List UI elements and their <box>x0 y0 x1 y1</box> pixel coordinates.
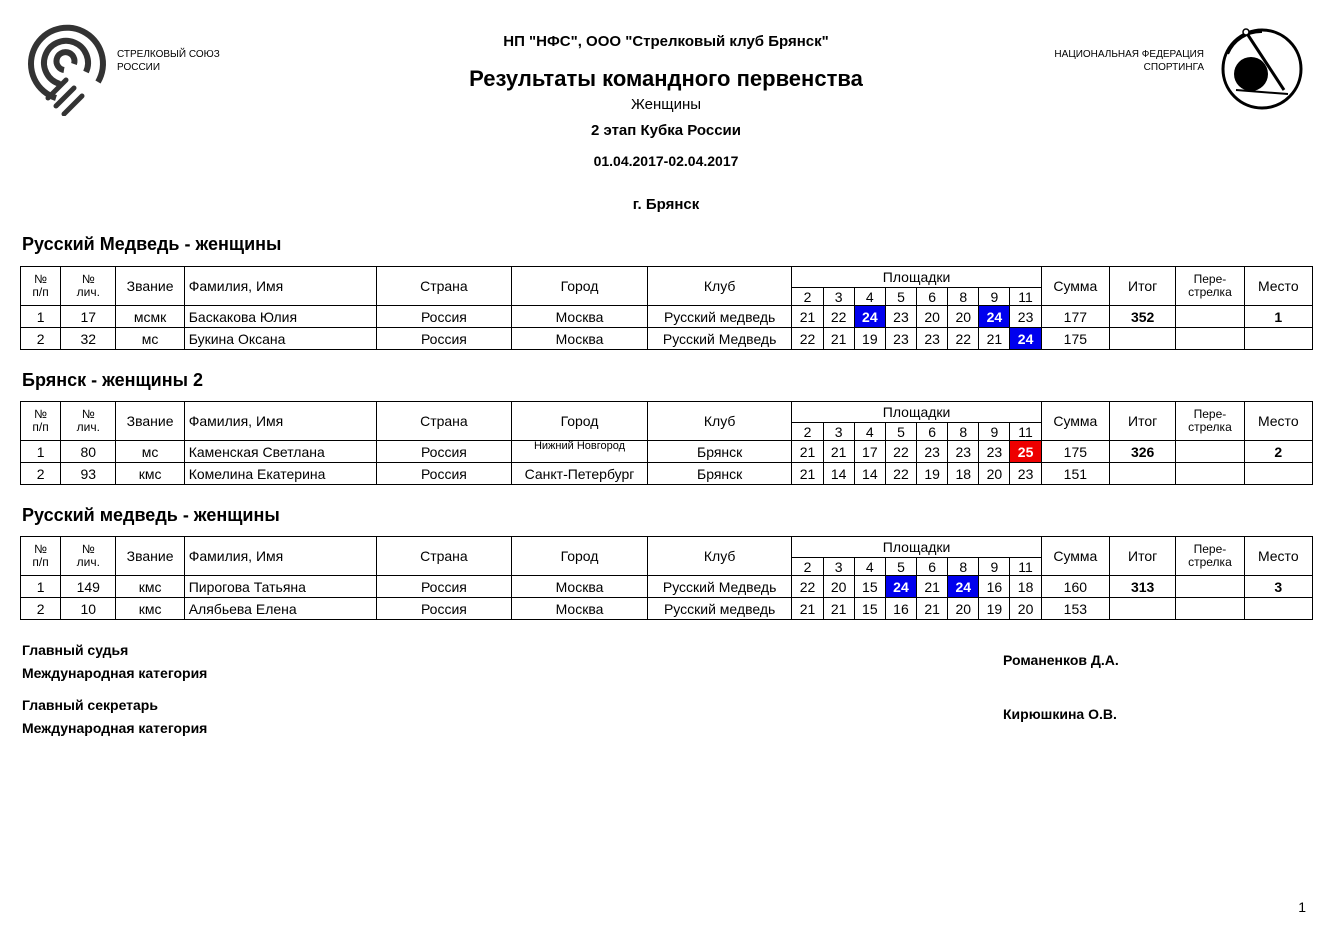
col-country: Страна <box>376 537 512 576</box>
col-lic: № лич. <box>61 402 116 441</box>
left-logo-text: СТРЕЛКОВЫЙ СОЮЗ РОССИИ <box>117 49 220 73</box>
col-num: № п/п <box>21 537 61 576</box>
score-cell: 22 <box>948 328 979 350</box>
score-cell: 22 <box>792 576 823 598</box>
score-cell: 21 <box>917 576 948 598</box>
score-cell: 21 <box>792 306 823 328</box>
col-city: Город <box>512 267 648 306</box>
area-number: 11 <box>1010 558 1041 576</box>
sum-cell: 151 <box>1041 463 1109 485</box>
score-cell: 14 <box>854 463 885 485</box>
col-name: Фамилия, Имя <box>184 402 376 441</box>
area-number: 11 <box>1010 288 1041 306</box>
table-header-row <box>21 267 1313 288</box>
score-cell: 14 <box>823 463 854 485</box>
score-cell: 20 <box>948 306 979 328</box>
area-number: 5 <box>885 423 916 441</box>
col-lic: № лич. <box>61 537 116 576</box>
secretary-category: Международная категория <box>22 720 208 736</box>
score-cell: 22 <box>885 441 916 463</box>
col-areas: Площадки <box>792 537 1041 558</box>
table-row: 1 149 кмс Пирогова Татьяна Россия Москва Русский Медведь 22 20 15 24 21 24 16 18 160 313 3 <box>21 576 1313 598</box>
col-name: Фамилия, Имя <box>184 537 376 576</box>
score-cell: 20 <box>823 576 854 598</box>
table-header-row <box>21 537 1313 558</box>
score-cell: 21 <box>792 598 823 620</box>
area-number: 11 <box>1010 423 1041 441</box>
col-rank: Звание <box>116 537 184 576</box>
score-cell: 16 <box>979 576 1010 598</box>
table-row: 1 80 мс Каменская Светлана Россия Нижний Новгород Брянск 21 21 17 22 23 23 23 25 175 326 2 <box>21 441 1313 463</box>
score-cell: 19 <box>917 463 948 485</box>
score-cell: 24 <box>854 306 885 328</box>
score-cell: 23 <box>917 441 948 463</box>
col-rank: Звание <box>116 402 184 441</box>
score-cell: 21 <box>792 441 823 463</box>
score-cell: 20 <box>979 463 1010 485</box>
col-rank: Звание <box>116 267 184 306</box>
col-club: Клуб <box>647 402 792 441</box>
score-cell: 17 <box>854 441 885 463</box>
score-cell: 24 <box>948 576 979 598</box>
score-cell: 25 <box>1010 441 1041 463</box>
col-total: Итог <box>1109 537 1175 576</box>
area-number: 4 <box>854 558 885 576</box>
score-cell: 15 <box>854 576 885 598</box>
score-cell: 23 <box>948 441 979 463</box>
area-number: 3 <box>823 558 854 576</box>
sum-cell: 160 <box>1041 576 1109 598</box>
judge-name: Романенков Д.А. <box>1003 652 1119 668</box>
score-cell: 18 <box>948 463 979 485</box>
team-title: Брянск - женщины 2 <box>22 370 204 390</box>
area-number: 6 <box>917 423 948 441</box>
col-club: Клуб <box>647 537 792 576</box>
col-num: № п/п <box>21 402 61 441</box>
score-cell: 22 <box>823 306 854 328</box>
table-row: 2 93 кмс Комелина Екатерина Россия Санкт-Петербург Брянск 21 14 14 22 19 18 20 23 151 <box>21 463 1313 485</box>
team-total: 326 <box>1109 441 1175 463</box>
col-shootoff: Пере- стрелка <box>1176 402 1244 441</box>
area-number: 8 <box>948 423 979 441</box>
organizer: НП "НФС", ООО "Стрелковый клуб Брянск" <box>503 33 829 50</box>
col-country: Страна <box>376 267 512 306</box>
col-city: Город <box>512 402 648 441</box>
area-number: 9 <box>979 558 1010 576</box>
team-title: Русский Медведь - женщины <box>22 234 282 254</box>
page-number: 1 <box>1298 899 1306 915</box>
score-cell: 23 <box>1010 463 1041 485</box>
score-cell: 16 <box>885 598 916 620</box>
col-sum: Сумма <box>1041 267 1109 306</box>
col-areas: Площадки <box>792 267 1041 288</box>
col-total: Итог <box>1109 267 1175 306</box>
sum-cell: 153 <box>1041 598 1109 620</box>
sum-cell: 177 <box>1041 306 1109 328</box>
team-place: 1 <box>1244 306 1312 328</box>
score-cell: 18 <box>1010 576 1041 598</box>
area-number: 2 <box>792 288 823 306</box>
score-cell: 21 <box>792 463 823 485</box>
col-lic: № лич. <box>61 267 116 306</box>
results-table <box>20 536 1313 620</box>
table-header-row <box>21 402 1313 423</box>
score-cell: 20 <box>948 598 979 620</box>
area-number: 4 <box>854 288 885 306</box>
page-subtitle: Женщины <box>630 96 702 113</box>
sum-cell: 175 <box>1041 328 1109 350</box>
score-cell: 21 <box>979 328 1010 350</box>
area-number: 8 <box>948 558 979 576</box>
col-country: Страна <box>376 402 512 441</box>
col-shootoff: Пере- стрелка <box>1176 267 1244 306</box>
score-cell: 19 <box>854 328 885 350</box>
col-sum: Сумма <box>1041 537 1109 576</box>
team-place: 3 <box>1244 576 1312 598</box>
area-number: 8 <box>948 288 979 306</box>
table-row: 2 10 кмс Алябьева Елена Россия Москва Русский медведь 21 21 15 16 21 20 19 20 153 <box>21 598 1313 620</box>
score-cell: 21 <box>917 598 948 620</box>
col-shootoff: Пере- стрелка <box>1176 537 1244 576</box>
score-cell: 24 <box>1010 328 1041 350</box>
area-number: 5 <box>885 288 916 306</box>
score-cell: 22 <box>885 463 916 485</box>
area-number: 3 <box>823 423 854 441</box>
score-cell: 21 <box>823 441 854 463</box>
team-title: Русский медведь - женщины <box>22 505 280 525</box>
score-cell: 23 <box>1010 306 1041 328</box>
score-cell: 22 <box>792 328 823 350</box>
score-cell: 19 <box>979 598 1010 620</box>
results-table <box>20 266 1313 350</box>
score-cell: 20 <box>917 306 948 328</box>
col-num: № п/п <box>21 267 61 306</box>
area-number: 9 <box>979 288 1010 306</box>
dates: 01.04.2017-02.04.2017 <box>593 153 739 169</box>
table-row: 1 17 мсмк Баскакова Юлия Россия Москва Русский медведь 21 22 24 23 20 20 24 23 177 352 1 <box>21 306 1313 328</box>
team-place: 2 <box>1244 441 1312 463</box>
area-number: 2 <box>792 423 823 441</box>
score-cell: 23 <box>885 306 916 328</box>
table-row: 2 32 мс Букина Оксана Россия Москва Русский Медведь 22 21 19 23 23 22 21 24 175 <box>21 328 1313 350</box>
score-cell: 21 <box>823 328 854 350</box>
right-logo-text: НАЦИОНАЛЬНАЯ ФЕДЕРАЦИЯ СПОРТИНГА <box>1054 49 1204 73</box>
score-cell: 21 <box>823 598 854 620</box>
area-number: 3 <box>823 288 854 306</box>
score-cell: 24 <box>979 306 1010 328</box>
area-number: 2 <box>792 558 823 576</box>
stage: 2 этап Кубка России <box>590 122 741 139</box>
area-number: 6 <box>917 558 948 576</box>
score-cell: 20 <box>1010 598 1041 620</box>
area-number: 4 <box>854 423 885 441</box>
team-total: 313 <box>1109 576 1175 598</box>
col-place: Место <box>1244 267 1312 306</box>
col-areas: Площадки <box>792 402 1041 423</box>
area-number: 5 <box>885 558 916 576</box>
judge-category: Международная категория <box>22 665 208 681</box>
score-cell: 15 <box>854 598 885 620</box>
area-number: 9 <box>979 423 1010 441</box>
col-place: Место <box>1244 402 1312 441</box>
team-total: 352 <box>1109 306 1175 328</box>
secretary-name: Кирюшкина О.В. <box>1003 706 1117 722</box>
judge-role: Главный судья <box>22 642 129 658</box>
col-total: Итог <box>1109 402 1175 441</box>
col-place: Место <box>1244 537 1312 576</box>
col-city: Город <box>512 537 648 576</box>
results-table <box>20 401 1313 485</box>
sum-cell: 175 <box>1041 441 1109 463</box>
score-cell: 24 <box>885 576 916 598</box>
page-title: Результаты командного первенства <box>469 66 863 91</box>
col-club: Клуб <box>647 267 792 306</box>
area-number: 6 <box>917 288 948 306</box>
col-name: Фамилия, Имя <box>184 267 376 306</box>
col-sum: Сумма <box>1041 402 1109 441</box>
score-cell: 23 <box>885 328 916 350</box>
score-cell: 23 <box>979 441 1010 463</box>
city: г. Брянск <box>632 196 700 213</box>
secretary-role: Главный секретарь <box>22 697 158 713</box>
score-cell: 23 <box>917 328 948 350</box>
